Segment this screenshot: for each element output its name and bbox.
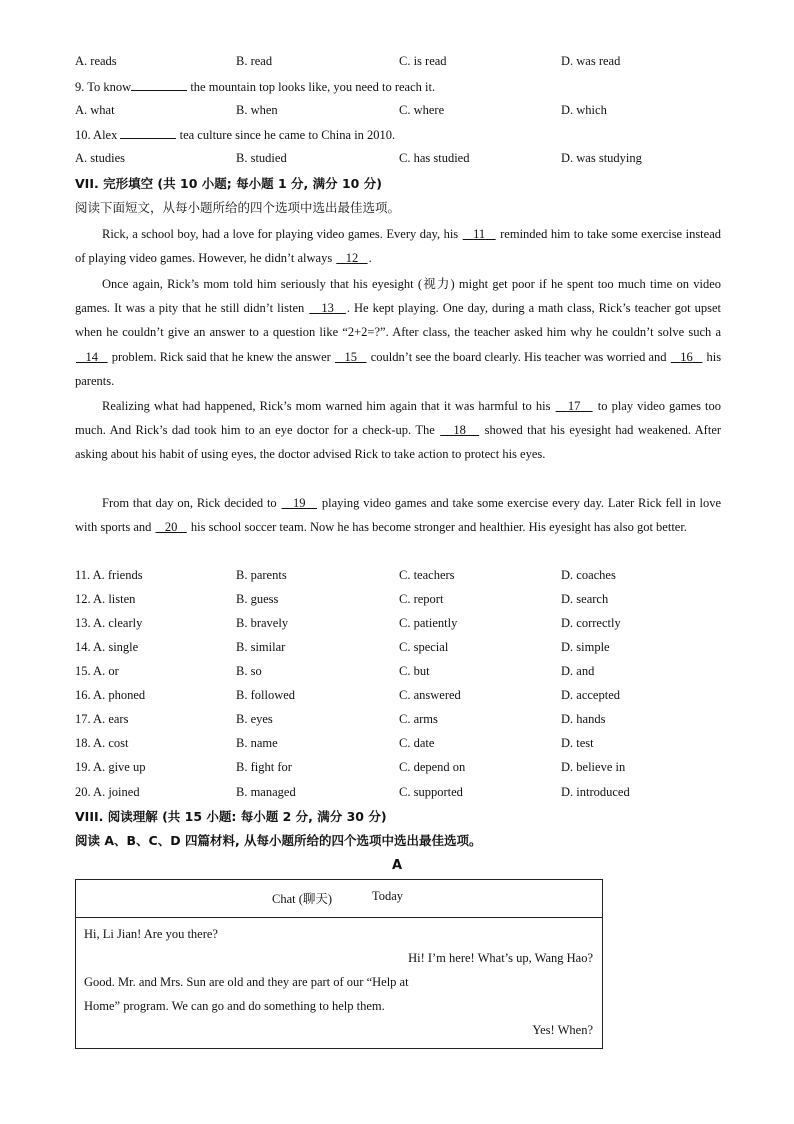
option: C. depend on <box>399 760 466 774</box>
passage-paragraph-2 <box>75 272 721 393</box>
option: B. eyes <box>236 712 273 726</box>
section-8-title: VIII. 阅读理解 (共 15 小题: 每小题 2 分, 满分 30 分) <box>75 809 387 824</box>
cloze-blank: 13 <box>321 301 334 316</box>
option: 17. A. ears <box>75 712 129 726</box>
question-9 <box>75 77 435 95</box>
option: 16. A. phoned <box>75 688 146 702</box>
option: C. is read <box>399 54 447 68</box>
q10-options <box>75 149 715 167</box>
q9-options <box>75 101 715 119</box>
cloze-options-17 <box>75 710 715 728</box>
option: C. answered <box>399 688 461 702</box>
option: 11. A. friends <box>75 568 143 582</box>
option: C. date <box>399 736 435 750</box>
answer-blank <box>131 77 187 91</box>
option: D. introduced <box>561 785 630 799</box>
question-text: 10. Alex <box>75 128 118 142</box>
chat-message: Hi, Li Jian! Are you there? <box>84 927 218 941</box>
option: D. test <box>561 736 594 750</box>
section-7-title: VII. 完形填空 (共 10 小题; 每小题 1 分, 满分 10 分) <box>75 176 382 191</box>
option: B. followed <box>236 688 296 702</box>
cloze-options-20 <box>75 783 715 801</box>
option: D. was read <box>561 54 621 68</box>
option: C. patiently <box>399 616 458 630</box>
chat-box <box>75 879 603 1049</box>
passage-text: problem. Rick said that he knew the answer <box>111 349 331 364</box>
cloze-blank: 12 <box>345 251 359 266</box>
option: D. which <box>561 103 607 117</box>
cloze-blank: 19 <box>293 496 306 510</box>
option: 20. A. joined <box>75 785 140 799</box>
option: C. has studied <box>399 151 470 165</box>
option: D. was studying <box>561 151 642 165</box>
cloze-blank: 11 <box>473 227 486 241</box>
option: 15. A. or <box>75 664 119 678</box>
passage-text: Once again, Rick’s mom told him seriously that his eyesight (视力) might get poor if he spent too much time on video games. It was a pity that he still didn’t listen <box>75 277 721 316</box>
passage-text: Rick, a school boy, had a love for playing video games. Every day, his <box>102 227 459 241</box>
option: B. bravely <box>236 616 289 630</box>
chat-date: Today <box>372 889 404 903</box>
question-10 <box>75 125 395 143</box>
chat-message: Hi! I’m here! What’s up, Wang Hao? <box>408 951 593 965</box>
option: C. teachers <box>399 568 455 582</box>
option: B. name <box>236 736 278 750</box>
option: C. report <box>399 592 444 606</box>
passage-paragraph-1 <box>75 222 721 270</box>
answer-blank <box>120 125 176 139</box>
option: C. supported <box>399 785 463 799</box>
chat-title: Chat (聊天) <box>272 892 333 906</box>
option: 14. A. single <box>75 640 139 654</box>
chat-message: Good. Mr. and Mrs. Sun are old and they are part of our “Help at <box>84 975 409 989</box>
section-7-instruction: 阅读下面短文，从每小题所给的四个选项中选出最佳选项。 <box>75 200 401 215</box>
cloze-options-11 <box>75 566 715 584</box>
option: C. but <box>399 664 430 678</box>
option: A. reads <box>75 54 117 68</box>
option: B. managed <box>236 785 296 799</box>
cloze-blank: 16 <box>680 349 693 364</box>
section-8-instruction: 阅读 A、B、C、D 四篇材料, 从每小题所给的四个选项中选出最佳选项。 <box>75 833 482 848</box>
option: B. fight for <box>236 760 292 774</box>
question-text: the mountain top looks like, you need to reach it. <box>190 80 436 94</box>
cloze-options-13 <box>75 614 715 632</box>
cloze-blank: 18 <box>453 423 466 438</box>
cloze-blank: 17 <box>567 399 581 413</box>
cloze-blank: 14 <box>85 349 99 364</box>
option: C. special <box>399 640 449 654</box>
option: D. correctly <box>561 616 621 630</box>
option: 18. A. cost <box>75 736 129 750</box>
option: 13. A. clearly <box>75 616 143 630</box>
chat-message: Home” program. We can go and do something to help them. <box>84 999 385 1013</box>
option: D. coaches <box>561 568 616 582</box>
passage-text: From that day on, Rick decided to <box>102 496 277 510</box>
option: A. studies <box>75 151 125 165</box>
option: 19. A. give up <box>75 760 146 774</box>
passage-text: . <box>368 251 372 266</box>
passage-text: Realizing what had happened, Rick’s mom warned him again that it was harmful to his <box>102 399 551 413</box>
passage-text: his parents. <box>75 349 722 388</box>
option: D. simple <box>561 640 610 654</box>
cloze-options-14 <box>75 638 715 656</box>
option: C. where <box>399 103 445 117</box>
option: B. so <box>236 664 262 678</box>
cloze-options-18 <box>75 734 715 752</box>
option: B. read <box>236 54 273 68</box>
option: C. arms <box>399 712 438 726</box>
passage-text: his school soccer team. Now he has become stronger and healthier. His eyesight has also got better. <box>190 520 687 535</box>
passage-text: reminded him to take some exercise instead of playing video games. However, he didn’t always <box>75 227 722 266</box>
passage-text: couldn’t see the board clearly. His teacher was worried and <box>370 349 667 364</box>
option: D. believe in <box>561 760 626 774</box>
option: B. studied <box>236 151 287 165</box>
chat-message: Yes! When? <box>532 1023 593 1037</box>
option: D. and <box>561 664 595 678</box>
option: A. what <box>75 103 115 117</box>
passage-label: A <box>391 858 403 873</box>
cloze-blank: 15 <box>344 349 358 364</box>
passage-paragraph-4 <box>75 491 721 539</box>
q8-options <box>75 52 715 70</box>
passage-paragraph-3 <box>75 394 721 467</box>
chat-header <box>76 880 602 918</box>
option: 12. A. listen <box>75 592 136 606</box>
cloze-options-15 <box>75 662 715 680</box>
option: D. search <box>561 592 609 606</box>
option: B. similar <box>236 640 286 654</box>
cloze-blank: 20 <box>164 520 178 535</box>
passage-text: showed that his eyesight had weakened. After asking about his habit of using eyes, the doctor advised Rick to take action to protect his eyes. <box>75 423 722 462</box>
option: D. accepted <box>561 688 620 702</box>
passage-text: to play video games too much. And Rick’s dad took him to an eye doctor for a check-up. The <box>75 399 722 438</box>
option: B. guess <box>236 592 279 606</box>
option: D. hands <box>561 712 606 726</box>
option: B. when <box>236 103 278 117</box>
question-text: tea culture since he came to China in 2010. <box>179 128 396 142</box>
cloze-options-16 <box>75 686 715 704</box>
question-text: 9. To know <box>75 80 132 94</box>
cloze-options-12 <box>75 590 715 608</box>
passage-text: . He kept playing. One day, during a math class, Rick’s teacher got upset when he couldn’t give an answer to a question like “2+2=?”. After class, the teacher asked him why he couldn’t solve such a <box>75 301 722 340</box>
cloze-options-19 <box>75 758 715 776</box>
option: B. parents <box>236 568 287 582</box>
passage-text: playing video games and take some exercise every day. Later Rick fell in love with sports and <box>75 496 722 535</box>
